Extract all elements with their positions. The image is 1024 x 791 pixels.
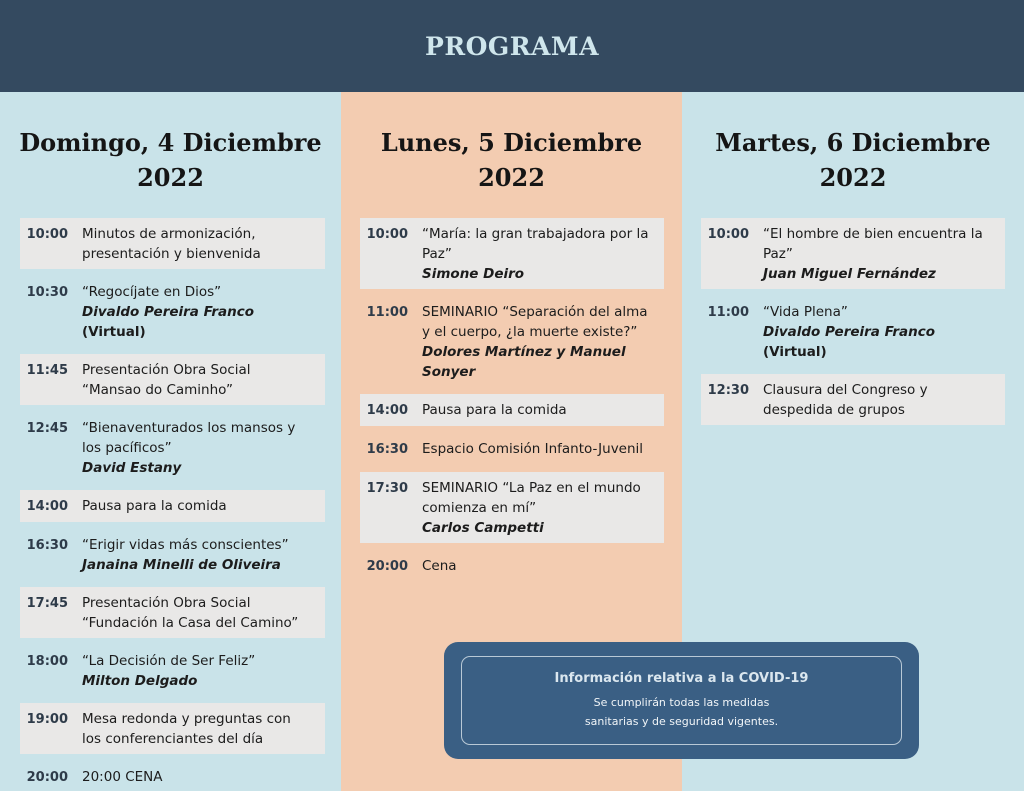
schedule-row bbox=[20, 354, 325, 405]
schedule-description-line: Presentación Obra Social bbox=[82, 362, 251, 378]
schedule-description-line: “Erigir vidas más conscientes” bbox=[82, 537, 289, 553]
schedule-description bbox=[82, 709, 317, 749]
schedule-description-line: “La Decisión de Ser Feliz” bbox=[82, 653, 256, 669]
schedule-description bbox=[422, 478, 656, 538]
schedule-description-line: Espacio Comisión Infanto-Juvenil bbox=[422, 441, 644, 457]
speaker-name: Dolores Martínez y Manuel bbox=[422, 344, 626, 360]
schedule-row bbox=[360, 394, 664, 426]
schedule-time: 16:30 bbox=[366, 442, 408, 457]
covid-info-text bbox=[462, 693, 901, 731]
schedule-description-line: despedida de grupos bbox=[763, 402, 905, 418]
schedule-row bbox=[701, 296, 1005, 367]
covid-info-box bbox=[444, 642, 919, 759]
schedule-description-line: SEMINARIO “Separación del alma bbox=[422, 304, 648, 320]
schedule-time: 20:00 bbox=[366, 559, 408, 574]
schedule-time: 12:30 bbox=[707, 383, 749, 398]
schedule-description-line: “Regocíjate en Dios” bbox=[82, 284, 222, 300]
speaker-name: Divaldo Pereira Franco bbox=[82, 304, 254, 320]
schedule-description bbox=[82, 535, 317, 575]
schedule-description-line: comienza en mí” bbox=[422, 500, 537, 516]
schedule-row bbox=[20, 276, 325, 347]
schedule-description bbox=[422, 302, 656, 382]
covid-info-frame bbox=[461, 656, 902, 745]
schedule-time: 18:00 bbox=[26, 654, 68, 669]
schedule-row bbox=[20, 529, 325, 580]
schedule-description-line: Pausa para la comida bbox=[422, 402, 567, 418]
speaker-line bbox=[763, 264, 997, 284]
schedule-description bbox=[82, 651, 317, 691]
schedule-row bbox=[20, 412, 325, 483]
schedule-description bbox=[82, 360, 317, 400]
speaker-line bbox=[422, 264, 656, 284]
schedule-description bbox=[422, 556, 656, 577]
schedule-row bbox=[20, 587, 325, 638]
speaker-name: Janaina Minelli de Oliveira bbox=[82, 557, 281, 573]
schedule-time: 14:00 bbox=[366, 403, 408, 418]
schedule-description-line: Mesa redonda y preguntas con bbox=[82, 711, 291, 727]
speaker-name: David Estany bbox=[82, 460, 182, 476]
schedule-description-line: “María: la gran trabajadora por la bbox=[422, 226, 649, 242]
schedule-description bbox=[763, 302, 997, 362]
schedule-description bbox=[763, 380, 997, 420]
schedule-description-line: Cena bbox=[422, 558, 457, 574]
schedule-row bbox=[360, 296, 664, 387]
schedule-description-line: “Fundación la Casa del Camino” bbox=[82, 615, 299, 631]
schedule-description bbox=[82, 496, 317, 517]
speaker-line bbox=[82, 555, 317, 575]
day-title-line: Domingo, 4 Diciembre bbox=[19, 128, 322, 157]
day-title-year: 2022 bbox=[137, 163, 204, 192]
schedule-time: 10:00 bbox=[26, 227, 68, 242]
schedule-row bbox=[20, 645, 325, 696]
speaker-suffix: (Virtual) bbox=[763, 344, 827, 360]
schedule-time: 20:00 bbox=[26, 770, 68, 785]
schedule-description bbox=[82, 767, 317, 788]
schedule-time: 14:00 bbox=[26, 499, 68, 514]
schedule-description bbox=[422, 439, 656, 460]
schedule-list bbox=[701, 218, 1005, 432]
day-title-year: 2022 bbox=[478, 163, 545, 192]
day-title-line: Lunes, 5 Diciembre bbox=[380, 128, 643, 157]
schedule-description bbox=[763, 224, 997, 284]
day-title bbox=[341, 125, 682, 195]
speaker-name: Juan Miguel Fernández bbox=[763, 266, 936, 282]
schedule-time: 10:00 bbox=[707, 227, 749, 242]
schedule-time: 16:30 bbox=[26, 538, 68, 553]
schedule-time: 12:45 bbox=[26, 421, 68, 436]
schedule-description bbox=[82, 418, 317, 478]
schedule-row bbox=[360, 218, 664, 289]
schedule-row bbox=[701, 374, 1005, 425]
schedule-time: 19:00 bbox=[26, 712, 68, 727]
day-title bbox=[682, 125, 1024, 195]
schedule-row bbox=[20, 218, 325, 269]
schedule-description-line: SEMINARIO “La Paz en el mundo bbox=[422, 480, 641, 496]
speaker-suffix: (Virtual) bbox=[82, 324, 146, 340]
covid-info-line: sanitarias y de seguridad vigentes. bbox=[584, 715, 779, 728]
day-title bbox=[0, 125, 341, 195]
schedule-time: 17:45 bbox=[26, 596, 68, 611]
schedule-time: 11:00 bbox=[707, 305, 749, 320]
schedule-row bbox=[360, 550, 664, 582]
page-title: PROGRAMA bbox=[425, 31, 599, 61]
header-bar bbox=[0, 0, 1024, 92]
schedule-time: 11:00 bbox=[366, 305, 408, 320]
schedule-description bbox=[82, 282, 317, 342]
schedule-time: 17:30 bbox=[366, 481, 408, 496]
speaker-line bbox=[82, 671, 317, 691]
schedule-description-line: “Bienaventurados los mansos y bbox=[82, 420, 296, 436]
schedule-description bbox=[82, 224, 317, 264]
covid-info-title: Información relativa a la COVID-19 bbox=[554, 671, 809, 686]
covid-info-line: Se cumplirán todas las medidas bbox=[593, 696, 770, 709]
speaker-name: Carlos Campetti bbox=[422, 520, 544, 536]
schedule-description-line: “Vida Plena” bbox=[763, 304, 848, 320]
schedule-row bbox=[360, 433, 664, 465]
schedule-row bbox=[20, 761, 325, 791]
schedule-description-line: Minutos de armonización, bbox=[82, 226, 256, 242]
schedule-description-line: “El hombre de bien encuentra la bbox=[763, 226, 983, 242]
day-title-year: 2022 bbox=[819, 163, 887, 192]
schedule-row bbox=[20, 703, 325, 754]
schedule-row bbox=[701, 218, 1005, 289]
schedule-description-line: Paz” bbox=[422, 246, 452, 262]
day-title-line: Martes, 6 Diciembre bbox=[715, 128, 991, 157]
schedule-description-line: presentación y bienvenida bbox=[82, 246, 261, 262]
schedule-description-line: Clausura del Congreso y bbox=[763, 382, 928, 398]
schedule-time: 11:45 bbox=[26, 363, 68, 378]
schedule-list bbox=[360, 218, 664, 589]
schedule-description-line: Presentación Obra Social bbox=[82, 595, 251, 611]
schedule-time: 10:00 bbox=[366, 227, 408, 242]
schedule-description-line: Pausa para la comida bbox=[82, 498, 227, 514]
speaker-name: Simone Deiro bbox=[422, 266, 525, 282]
schedule-list bbox=[20, 218, 325, 791]
schedule-time: 10:30 bbox=[26, 285, 68, 300]
speaker-name: Divaldo Pereira Franco bbox=[763, 324, 935, 340]
schedule-description-line: y el cuerpo, ¿la muerte existe?” bbox=[422, 324, 638, 340]
schedule-row bbox=[20, 490, 325, 522]
schedule-description-line: 20:00 CENA bbox=[82, 769, 163, 785]
schedule-row bbox=[360, 472, 664, 543]
schedule-description-line: Paz” bbox=[763, 246, 793, 262]
schedule-description bbox=[422, 400, 656, 421]
speaker-line bbox=[82, 302, 317, 342]
schedule-description-line: los conferenciantes del día bbox=[82, 731, 264, 747]
schedule-description-line: los pacíficos” bbox=[82, 440, 172, 456]
speaker-line bbox=[763, 322, 997, 362]
schedule-description bbox=[422, 224, 656, 284]
schedule-description-line: “Mansao do Caminho” bbox=[82, 382, 233, 398]
speaker-name: Milton Delgado bbox=[82, 673, 198, 689]
speaker-line bbox=[82, 458, 317, 478]
speaker-line bbox=[422, 518, 656, 538]
speaker-name: Sonyer bbox=[422, 364, 476, 380]
schedule-description bbox=[82, 593, 317, 633]
